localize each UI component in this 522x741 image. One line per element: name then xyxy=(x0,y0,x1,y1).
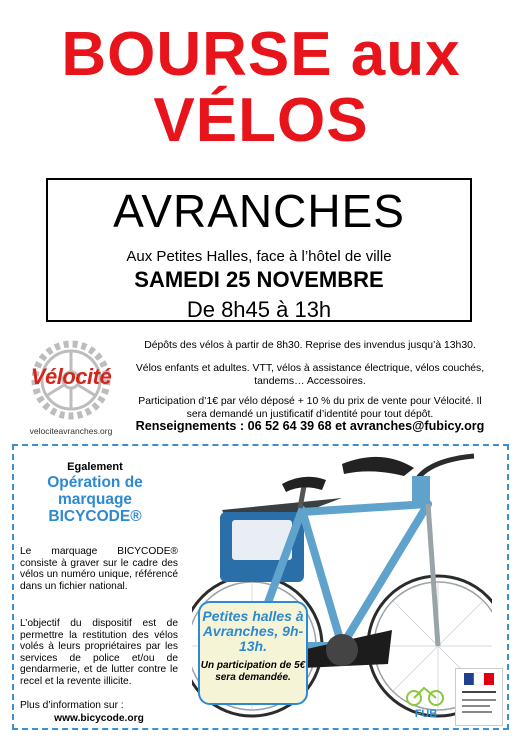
info-contact: Renseignements : 06 52 64 39 68 et avranches@fubicy.org xyxy=(135,419,485,433)
logo-url: velociteavranches.org xyxy=(29,426,113,436)
bicycode-description: Le marquage BICYCODE® consiste à graver sur le cadre des vélos un numéro unique, référencé dans un fichier national. xyxy=(20,546,178,592)
fub-logo xyxy=(404,684,448,720)
velocite-logo xyxy=(18,338,124,442)
logo-name: Vélocité xyxy=(30,364,112,389)
info-types: Vélos enfants et adultes. VTT, vélos à assistance électrique, vélos couchés, tandems… Accessoires. xyxy=(135,363,485,387)
also-label: Egalement xyxy=(67,461,123,473)
info-fees: Participation d’1€ par vélo déposé + 10 % du prix de vente pour Vélocité. Il sera demandé un justificatif d’identité pour tout dépôt. xyxy=(138,396,482,420)
fub-label: FUB xyxy=(414,708,438,720)
callout-box xyxy=(198,601,308,705)
bicycode-website: www.bicycode.org xyxy=(54,713,144,724)
republique-francaise-icon xyxy=(456,669,502,725)
ministry-logo xyxy=(455,668,503,726)
event-date: SAMEDI 25 NOVEMBRE xyxy=(134,267,384,292)
event-hours: De 8h45 à 13h xyxy=(186,297,332,322)
title-line-1: BOURSE aux xyxy=(61,20,461,89)
callout-fee: Un participation de 5€ sera demandée. xyxy=(200,660,306,683)
event-venue: Aux Petites Halles, face à l’hôtel de ville xyxy=(126,248,392,265)
title-line-2: VÉLOS xyxy=(153,86,369,155)
bicycode-objective: L’objectif du dispositif est de permettre la restitution des vélos volés à leurs propriétaires par les services de police et/ou de gendarmerie, et de lutter contre le recel et la revente illicite. xyxy=(20,618,178,687)
bicycode-heading: Opération de marquage BICYCODE® xyxy=(47,474,143,525)
more-info-label: Plus d’information sur : xyxy=(20,700,124,711)
info-deposits: Dépôts des vélos à partir de 8h30. Reprise des invendus jusqu’à 13h30. xyxy=(144,340,476,351)
callout-place: Petites halles à Avranches, 9h-13h. xyxy=(202,608,304,654)
event-box xyxy=(46,178,472,322)
event-city: AVRANCHES xyxy=(113,185,405,237)
